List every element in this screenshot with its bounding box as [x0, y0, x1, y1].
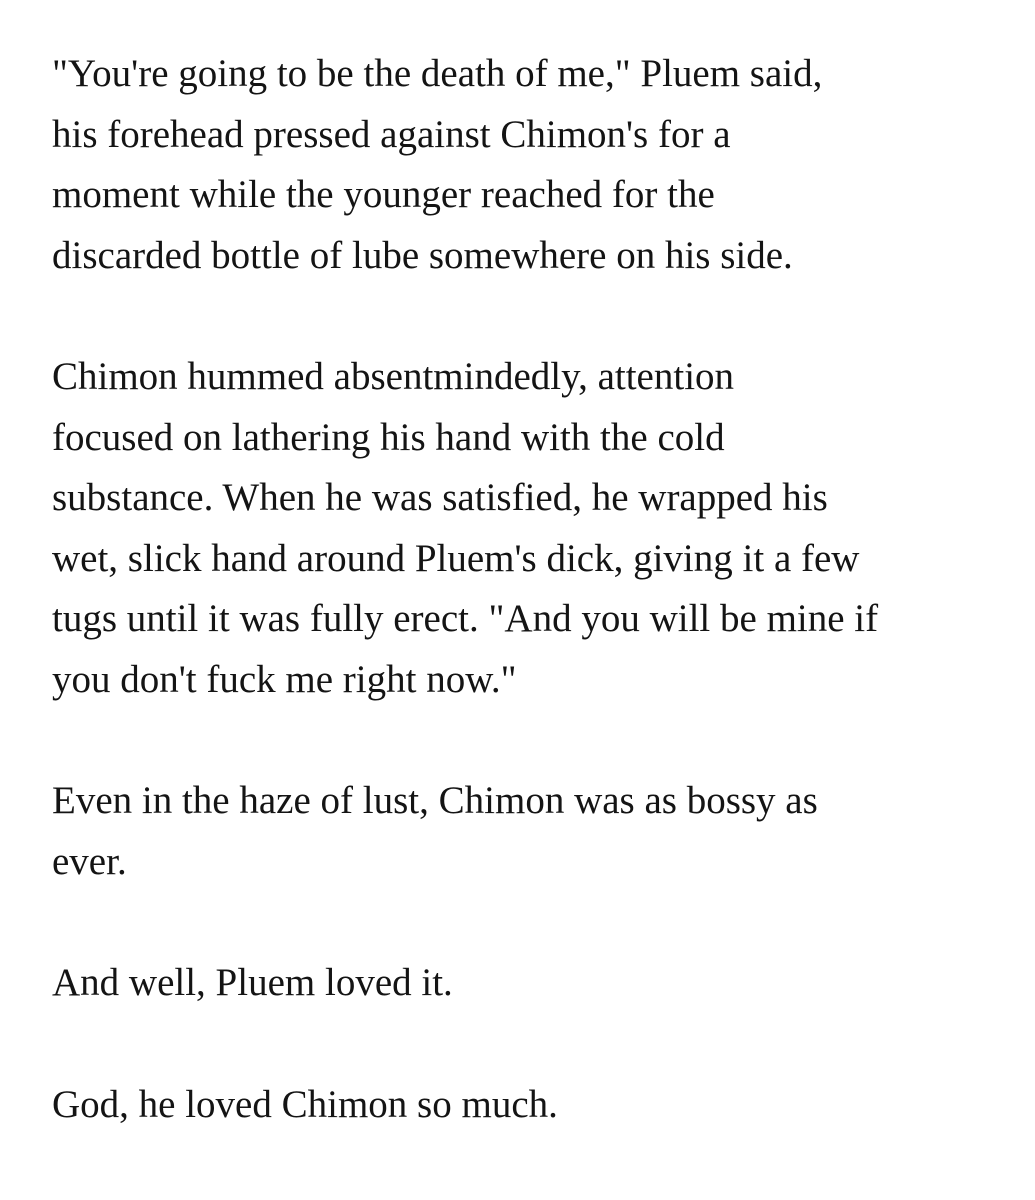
- text-line: focused on lathering his hand with the cold: [52, 415, 725, 459]
- text-line: substance. When he was satisfied, he wrapped his: [52, 476, 828, 519]
- text-line: moment while the younger reached for the: [52, 173, 715, 216]
- text-line: "You're going to be the death of me," Pluem said,: [52, 52, 823, 95]
- text-line: you don't fuck me right now.": [52, 657, 517, 701]
- text-line: Even in the haze of lust, Chimon was as bossy as: [52, 779, 818, 822]
- text-line: his forehead pressed against Chimon's for a: [52, 112, 731, 156]
- text-line: Chimon hummed absentmindedly, attention: [52, 355, 735, 398]
- story-text: [52, 44, 1012, 1196]
- text-line: tugs until it was fully erect. "And you will be mine if: [52, 597, 879, 640]
- text-line: discarded bottle of lube somewhere on his side.: [52, 233, 793, 277]
- paragraph-1: [52, 44, 1012, 286]
- text-line: wet, slick hand around Pluem's dick, giving it a few: [52, 536, 860, 580]
- text-line: And well, Pluem loved it.: [52, 961, 453, 1004]
- paragraph-5: [52, 1075, 1012, 1136]
- paragraph-4: [52, 953, 1012, 1014]
- text-line: God, he loved Chimon so much.: [52, 1082, 558, 1126]
- paragraph-3: [52, 771, 1012, 892]
- text-line: ever.: [52, 839, 127, 883]
- paragraph-2: [52, 347, 1012, 710]
